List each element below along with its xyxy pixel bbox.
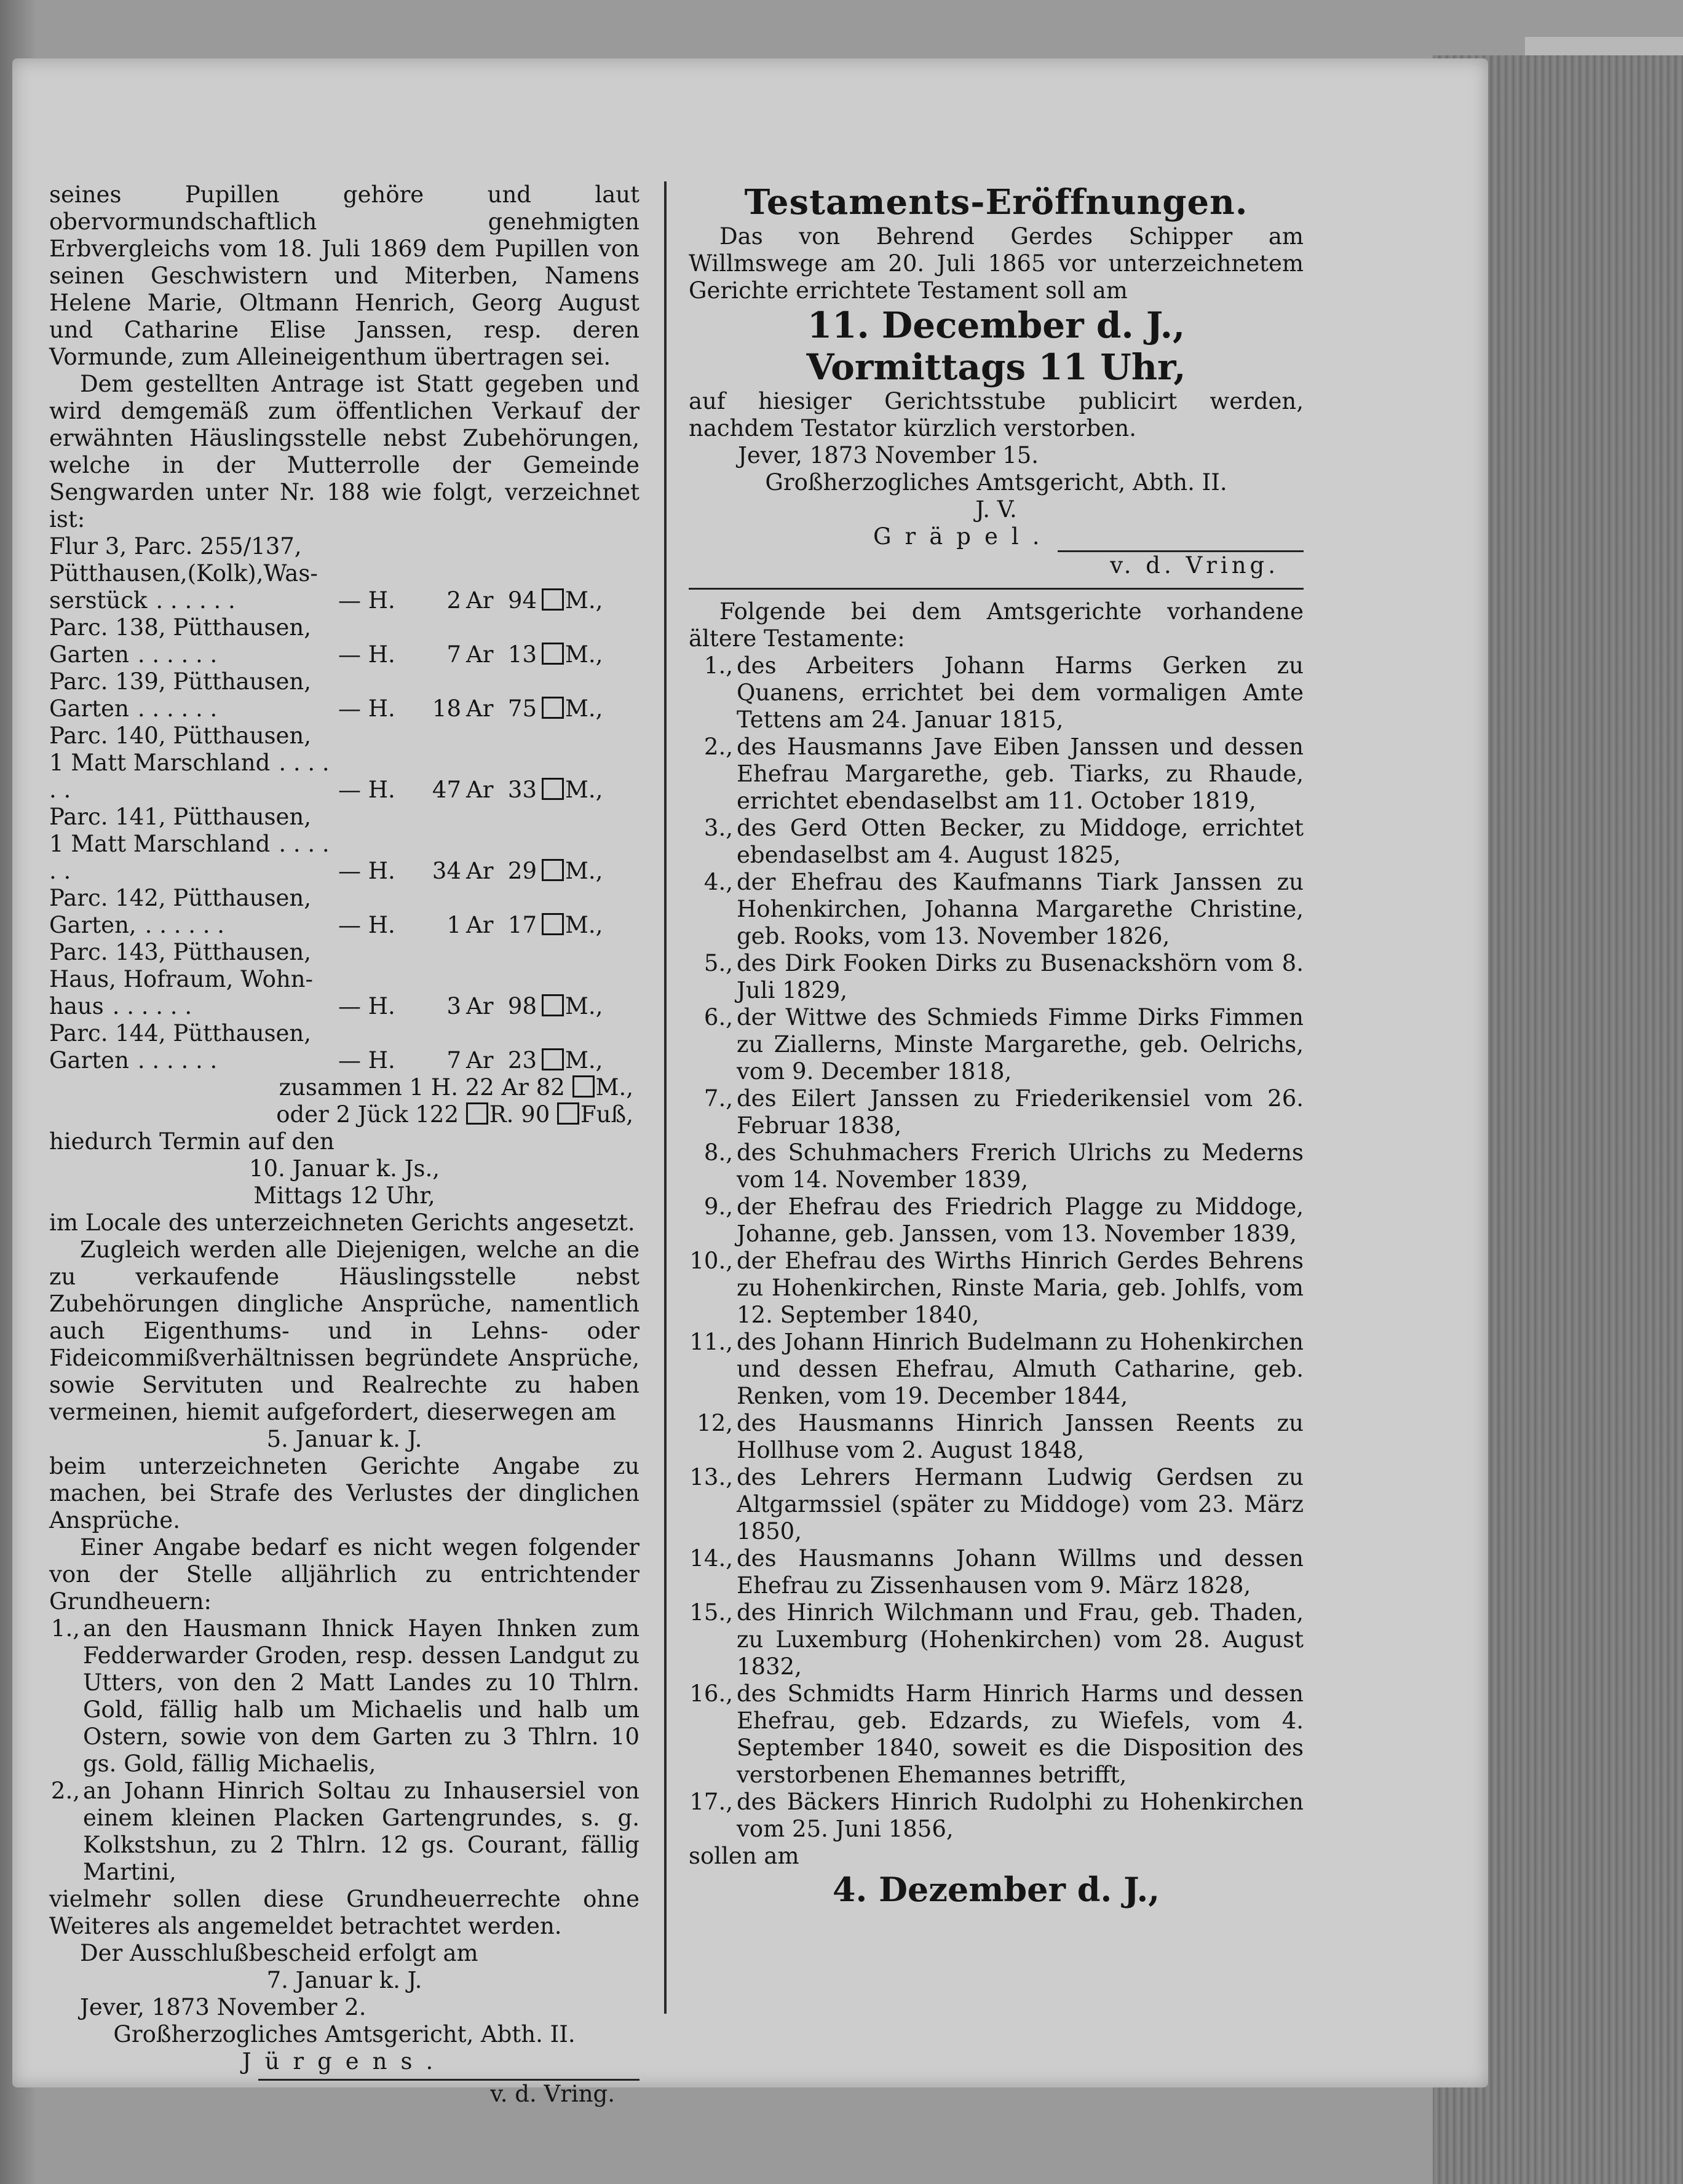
leader-dots: . . . . . . <box>49 750 330 803</box>
empty-cell <box>338 804 640 831</box>
table-row <box>49 750 640 804</box>
table-row <box>49 1020 640 1047</box>
left-court-name: Großherzogliches Amtsgericht, Abth. II. <box>113 2021 576 2048</box>
qm-unit <box>537 587 640 614</box>
square-symbol <box>542 588 564 611</box>
right-column <box>689 181 1304 1909</box>
sollen-line: sollen am <box>689 1843 799 1869</box>
item-number: 2., <box>703 734 733 760</box>
list-item <box>689 1464 1304 1545</box>
item-number: 6., <box>703 1004 733 1031</box>
qm-unit <box>537 831 640 885</box>
right-clerk-name: v. d. Vring. <box>1110 552 1279 579</box>
item-number: 8., <box>703 1139 733 1166</box>
total-alt-c: Fuß, <box>580 1101 633 1128</box>
item-text: an Johann Hinrich Soltau zu Inhausersiel von einem kleinen Placken Gartengrundes, s. g. Kolkstshun, zu 2 Thlrn. 12 gs. Courant, fällig Martini, <box>83 1778 640 1885</box>
qm-unit <box>537 1047 640 1074</box>
total-alt-b: R. 90 <box>489 1101 550 1128</box>
final-date: 4. Dezember d. J., <box>832 1870 1160 1909</box>
list-item <box>689 734 1304 815</box>
item-text: des Arbeiters Johann Harms Gerken zu Quanens, errichtet bei dem vormaligen Amte Tettens am 24. Januar 1815, <box>737 652 1304 733</box>
left-clerk-name: v. d. Vring. <box>490 2081 615 2107</box>
item-text: des Hausmanns Hinrich Janssen Reents zu Hollhuse vom 2. August 1848, <box>737 1410 1304 1463</box>
parcel-label: Parc. 141, Pütthausen, <box>49 804 312 830</box>
table-row <box>49 939 640 966</box>
item-text: der Ehefrau des Friedrich Plagge zu Middoge, Johanne, geb. Janssen, vom 13. November 1839, <box>737 1193 1304 1247</box>
unit-text: M., <box>565 777 603 803</box>
section-rule <box>689 588 1304 590</box>
parcel-label: Flur 3, Parc. 255/137, <box>49 533 302 560</box>
ar-label: Ar <box>466 587 494 614</box>
list-item <box>689 1545 1304 1599</box>
list-item <box>689 1248 1304 1329</box>
hectare-value: — H. <box>338 777 395 803</box>
square-symbol <box>542 778 564 800</box>
total-alt-a: oder 2 Jück 122 <box>276 1101 459 1128</box>
unit-text: M., <box>565 641 603 668</box>
item-number: 15., <box>689 1599 733 1626</box>
square-symbol <box>572 1075 595 1098</box>
item-number: 13., <box>689 1464 733 1490</box>
table-row <box>49 722 640 750</box>
empty-cell <box>338 560 640 587</box>
unit-text: M., <box>565 1047 603 1074</box>
list-item <box>689 1139 1304 1193</box>
item-text: der Wittwe des Schmieds Fimme Dirks Fimmen zu Ziallerns, Minste Margarethe, geb. Oelrichs, vom 9. December 1818, <box>737 1004 1304 1085</box>
empty-cell <box>338 614 640 641</box>
parcel-label: Garten . . . . . . <box>49 695 218 722</box>
unit-text: M., <box>565 912 603 938</box>
table-row <box>49 641 640 668</box>
hectare-value: — H. <box>338 858 395 884</box>
list-item <box>49 1615 640 1778</box>
unit-text: M., <box>565 695 603 722</box>
table-row <box>49 587 640 614</box>
list-item <box>689 1329 1304 1410</box>
item-number: 11., <box>689 1329 733 1355</box>
leader-dots: . . . . . . <box>49 831 330 884</box>
item-number: 7., <box>703 1085 733 1112</box>
ar-value: 1 <box>446 912 461 938</box>
hectare-value: — H. <box>338 641 395 668</box>
leader-dots: . . . . . . <box>156 587 236 614</box>
parcel-label: Parc. 138, Pütthausen, <box>49 614 312 641</box>
item-number: 17., <box>689 1789 733 1815</box>
item-number: 3., <box>703 815 733 841</box>
square-symbol <box>542 859 564 881</box>
left-paragraph-4: beim unterzeichneten Gerichte Angabe zu machen, bei Strafe des Verlustes der dinglichen Ansprüche. <box>49 1453 640 1533</box>
left-paragraph-6: vielmehr sollen diese Grundheuerrechte ohne Weiteres als angemeldet betrachtet werden. <box>49 1886 640 1939</box>
ar-label: Ar <box>466 777 494 803</box>
hectare-value: — H. <box>338 993 395 1019</box>
ar-label: Ar <box>466 1047 494 1074</box>
ar-value: 34 <box>432 858 461 884</box>
right-paragraph-1: Das von Behrend Gerdes Schipper am Willmswege am 20. Juli 1865 vor unterzeichnetem Gerichte errichtete Testament soll am <box>689 223 1304 304</box>
table-row <box>49 560 640 587</box>
testament-list <box>689 652 1304 1843</box>
item-text: des Lehrers Hermann Ludwig Gerdsen zu Altgarmssiel (später zu Middoge) vom 23. März 1850, <box>737 1464 1304 1545</box>
qm-value: 23 <box>507 1047 537 1074</box>
item-text: des Bäckers Hinrich Rudolphi zu Hohenkirchen vom 25. Juni 1856, <box>737 1789 1304 1842</box>
table-row <box>49 1047 640 1074</box>
table-row <box>49 804 640 831</box>
item-number: 5., <box>703 950 733 976</box>
ar-value: 3 <box>446 993 461 1019</box>
total-text: zusammen 1 H. 22 Ar 82 <box>279 1074 565 1101</box>
parcel-label: haus . . . . . . <box>49 993 192 1019</box>
publication-time: Vormittags 11 Uhr, <box>806 346 1186 388</box>
table-row <box>49 993 640 1020</box>
empty-cell <box>338 1020 640 1047</box>
leader-dots: . . . . . . <box>137 695 218 722</box>
parcel-label: Parc. 142, Pütthausen, <box>49 885 312 911</box>
empty-cell <box>338 668 640 695</box>
item-text: der Ehefrau des Kaufmanns Tiark Janssen zu Hohenkirchen, Johanna Margarethe Christine, geb. Rooks, vom 13. November 1826, <box>737 869 1304 949</box>
item-text: des Hinrich Wilchmann und Frau, geb. Thaden, zu Luxemburg (Hohenkirchen) vom 28. August 1832, <box>737 1599 1304 1680</box>
square-symbol <box>542 994 564 1016</box>
right-intro: Folgende bei dem Amtsgerichte vorhandene ältere Testamente: <box>689 598 1304 652</box>
item-number: 9., <box>703 1193 733 1220</box>
left-paragraph-7: Der Ausschlußbescheid erfolgt am <box>80 1940 478 1966</box>
qm-unit <box>537 912 640 939</box>
item-number: 4., <box>703 869 733 895</box>
table-row <box>49 831 640 885</box>
qm-unit <box>537 641 640 668</box>
total-unit: M., <box>595 1074 633 1101</box>
square-symbol <box>542 1048 564 1070</box>
qm-value: 75 <box>507 695 537 722</box>
square-symbol <box>557 1102 579 1125</box>
empty-cell <box>338 722 640 750</box>
item-text: des Hausmanns Jave Eiben Janssen und dessen Ehefrau Margarethe, geb. Tiarks, zu Rhaude, errichtet ebendaselbst am 11. October 1819, <box>737 734 1304 814</box>
publication-date: 11. December d. J., <box>807 304 1186 346</box>
right-court-name: Großherzogliches Amtsgericht, Abth. II. <box>765 469 1227 496</box>
square-symbol <box>542 643 564 665</box>
list-item <box>689 1789 1304 1843</box>
ar-label: Ar <box>466 912 494 938</box>
hectare-value: — H. <box>338 912 395 938</box>
decision-date: 7. Januar k. J. <box>266 1967 422 1993</box>
square-symbol <box>542 913 564 935</box>
item-text: des Schmidts Harm Hinrich Harms und dessen Ehefrau, geb. Edzards, zu Wiefels, vom 4. September 1840, soweit es die Disposition des verstorbenen Ehemannes betrifft, <box>737 1680 1304 1788</box>
qm-value: 94 <box>507 587 537 614</box>
item-text: des Schuhmachers Frerich Ulrichs zu Mederns vom 14. November 1839, <box>737 1139 1304 1193</box>
item-text: des Eilert Janssen zu Friederikensiel vom 26. Februar 1838, <box>737 1085 1304 1139</box>
hectare-value: — H. <box>338 587 395 614</box>
list-item <box>689 652 1304 734</box>
table-row <box>49 966 640 993</box>
list-item <box>689 1085 1304 1139</box>
item-number: 1., <box>703 652 733 679</box>
empty-cell <box>338 533 640 560</box>
right-iv: J. V. <box>975 496 1017 523</box>
total-line <box>49 1074 640 1101</box>
list-item <box>689 950 1304 1004</box>
ground-rent-list <box>49 1615 640 1886</box>
table-row <box>49 668 640 695</box>
total-alt-line <box>49 1101 640 1128</box>
table-row <box>49 885 640 912</box>
list-item <box>689 1004 1304 1085</box>
table-row <box>49 695 640 722</box>
list-item <box>689 1680 1304 1789</box>
empty-cell <box>338 939 640 966</box>
newspaper-page <box>12 58 1488 2107</box>
left-judge-name: Jürgens. <box>242 2048 447 2075</box>
left-place-date: Jever, 1873 November 2. <box>80 1994 366 2020</box>
claims-date: 5. Januar k. J. <box>266 1426 422 1452</box>
qm-unit <box>537 750 640 804</box>
list-item <box>689 1599 1304 1680</box>
parcel-label: Garten, . . . . . . <box>49 912 225 938</box>
locale-line: im Locale des unterzeichneten Gerichts angesetzt. <box>49 1209 635 1236</box>
parcel-label: Parc. 140, Pütthausen, <box>49 722 312 749</box>
hectare-value: — H. <box>338 1047 395 1074</box>
item-number: 1., <box>50 1615 80 1642</box>
square-symbol <box>542 697 564 719</box>
qm-value: 98 <box>507 993 537 1019</box>
ar-value: 2 <box>446 587 461 614</box>
unit-text: M., <box>565 587 603 614</box>
parcel-label: Garten . . . . . . <box>49 641 218 668</box>
list-item <box>689 869 1304 950</box>
qm-value: 33 <box>507 777 537 803</box>
parcel-label: Haus, Hofraum, Wohn- <box>49 966 314 992</box>
unit-text: M., <box>565 858 603 884</box>
qm-value: 13 <box>507 641 537 668</box>
qm-unit <box>537 993 640 1020</box>
list-item <box>49 1778 640 1886</box>
parcel-label: Parc. 139, Pütthausen, <box>49 668 312 695</box>
parcel-label: 1 Matt Marschland . . . . . . <box>49 750 330 803</box>
ar-label: Ar <box>466 993 494 1019</box>
ar-label: Ar <box>466 858 494 884</box>
item-text: der Ehefrau des Wirths Hinrich Gerdes Behrens zu Hohenkirchen, Rinste Maria, geb. Johlfs, vom 12. September 1840, <box>737 1248 1304 1328</box>
square-symbol <box>466 1102 488 1125</box>
unit-text: M., <box>565 993 603 1019</box>
item-text: des Gerd Otten Becker, zu Middoge, errichtet ebendaselbst am 4. August 1825, <box>737 815 1304 868</box>
item-number: 14., <box>689 1545 733 1572</box>
item-text: des Johann Hinrich Budelmann zu Hohenkirchen und dessen Ehefrau, Almuth Catharine, geb. Renken, vom 19. December 1844, <box>737 1329 1304 1409</box>
item-text: an den Hausmann Ihnick Hayen Ihnken zum Fedderwarder Groden, resp. dessen Landgut zu Utters, von den 2 Matt Landes zu 10 Thlrn. Gold, fällig halb um Michaelis und halb um Ostern, sowie von dem Garten zu 3 Thlrn. 10 gs. Gold, fällig Michaelis, <box>83 1615 640 1777</box>
parcel-table <box>49 533 640 1074</box>
empty-cell <box>338 966 640 993</box>
column-divider <box>664 181 667 2014</box>
table-row <box>49 912 640 939</box>
parcel-label: Garten . . . . . . <box>49 1047 218 1074</box>
termin-time: Mittags 12 Uhr, <box>253 1182 435 1209</box>
list-item <box>689 1193 1304 1248</box>
ar-value: 7 <box>446 1047 461 1074</box>
item-number: 10., <box>689 1248 733 1274</box>
ar-value: 47 <box>432 777 461 803</box>
item-number: 12, <box>697 1410 733 1436</box>
signature-block <box>689 523 1304 550</box>
right-place-date: Jever, 1873 November 15. <box>738 442 1039 469</box>
parcel-label: Pütthausen,(Kolk),Was- <box>49 560 318 587</box>
list-item <box>689 815 1304 869</box>
hectare-value: — H. <box>338 695 395 722</box>
parcel-label: 1 Matt Marschland . . . . . . <box>49 831 330 884</box>
item-text: des Dirk Fooken Dirks zu Busenackshörn vom 8. Juli 1829, <box>737 950 1304 1003</box>
leader-dots: . . . . . . <box>137 1047 218 1074</box>
qm-unit <box>537 695 640 722</box>
ar-value: 7 <box>446 641 461 668</box>
ar-label: Ar <box>466 695 494 722</box>
list-item <box>689 1410 1304 1464</box>
qm-value: 17 <box>507 912 537 938</box>
item-number: 2., <box>50 1778 80 1804</box>
parcel-label: Parc. 143, Pütthausen, <box>49 939 312 965</box>
table-row <box>49 614 640 641</box>
left-column <box>49 181 640 2108</box>
leader-dots: . . . . . . <box>137 641 218 668</box>
parcel-label: Parc. 144, Pütthausen, <box>49 1020 312 1046</box>
right-judge-name: Gräpel. <box>873 523 1053 550</box>
leader-dots: . . . . . . <box>145 912 225 938</box>
left-paragraph-2: Dem gestellten Antrage ist Statt gegeben und wird demgemäß zum öffentlichen Verkauf der erwähnten Häuslingsstelle nebst Zubehörungen, welche in der Mutterrolle der Gemeinde Sengwarden unter Nr. 188 wie folgt, verzeichnet ist: <box>49 371 640 532</box>
right-paragraph-2: auf hiesiger Gerichtsstube publicirt werden, nachdem Testator kürzlich verstorben. <box>689 388 1304 441</box>
termin-date: 10. Januar k. Js., <box>249 1155 440 1182</box>
ar-value: 18 <box>432 695 461 722</box>
item-text: des Hausmanns Johann Willms und dessen Ehefrau zu Zissenhausen vom 9. März 1828, <box>737 1545 1304 1599</box>
left-paragraph-3: Zugleich werden alle Diejenigen, welche an die zu verkaufende Häuslingsstelle nebst Zubehörungen dingliche Ansprüche, namentlich auch Eigenthums- und in Lehns- oder Fideicommißverhältnissen begründete Ansprüche, sowie Servituten und Realrechte zu haben vermeinen, hiemit aufgefordert, dieserwegen am <box>49 1236 640 1425</box>
ar-label: Ar <box>466 641 494 668</box>
empty-cell <box>338 885 640 912</box>
termin-line: hiedurch Termin auf den <box>49 1128 335 1155</box>
section-title: Testaments-Eröffnungen. <box>744 182 1248 223</box>
left-paragraph-5: Einer Angabe bedarf es nicht wegen folgender von der Stelle alljährlich zu entrichtender Grundheuern: <box>49 1534 640 1615</box>
item-number: 16., <box>689 1680 733 1707</box>
table-row <box>49 533 640 560</box>
parcel-label: serstück . . . . . . <box>49 587 236 614</box>
qm-value: 29 <box>507 858 537 884</box>
leader-dots: . . . . . . <box>112 993 192 1019</box>
left-paragraph-1: seines Pupillen gehöre und laut obervormundschaftlich genehmigten Erbvergleichs vom 18. Juli 1869 dem Pupillen von seinen Geschwistern und Miterben, Namens Helene Marie, Oltmann Henrich, Georg August und Catharine Elise Janssen, resp. deren Vormunde, zum Alleineigenthum übertragen sei. <box>49 181 640 370</box>
